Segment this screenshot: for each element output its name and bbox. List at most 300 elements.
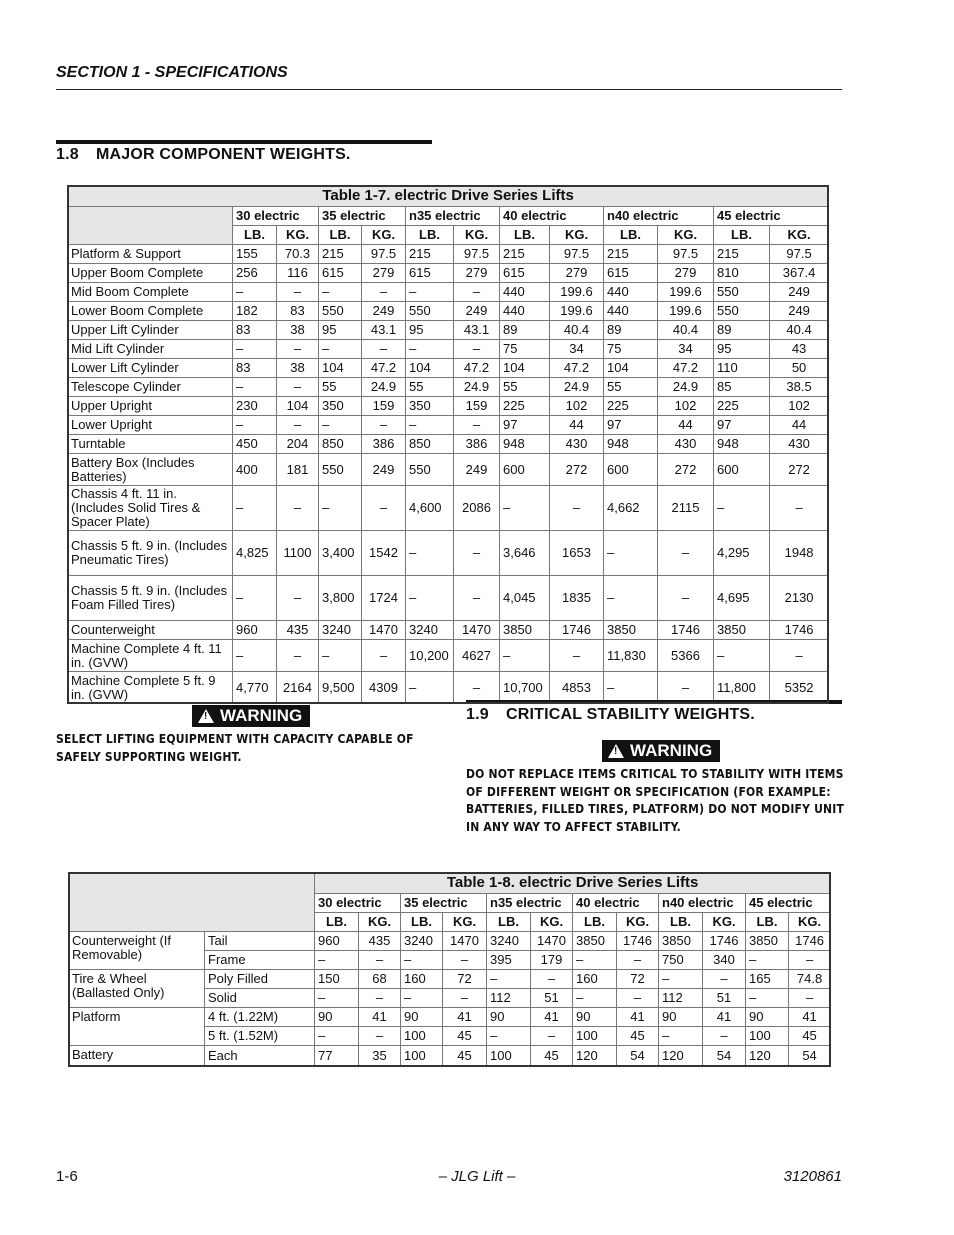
warning-badge-2 (602, 740, 720, 762)
value-cell: 1746 (617, 932, 659, 951)
value-cell: 51 (703, 989, 746, 1008)
value-cell: 40.4 (770, 321, 829, 340)
table-row (68, 264, 829, 283)
value-cell: – (319, 340, 362, 359)
value-cell: – (714, 640, 770, 672)
value-cell: – (401, 989, 443, 1008)
value-cell: 155 (233, 245, 277, 264)
value-cell: – (500, 640, 550, 672)
value-cell: 199.6 (550, 283, 604, 302)
value-cell: – (277, 416, 319, 435)
value-cell: 4627 (454, 640, 500, 672)
value-cell: 550 (406, 302, 454, 321)
value-cell: – (659, 970, 703, 989)
value-cell: 1470 (443, 932, 487, 951)
value-cell: 159 (454, 397, 500, 416)
value-cell: – (604, 672, 658, 704)
value-cell: 550 (319, 454, 362, 486)
header-rule (56, 89, 842, 90)
value-cell: 47.2 (658, 359, 714, 378)
value-cell: 95 (406, 321, 454, 340)
value-cell: – (233, 416, 277, 435)
value-cell: 100 (401, 1046, 443, 1067)
unit-header: LB. (319, 226, 362, 245)
value-cell: 120 (573, 1046, 617, 1067)
value-cell: 43.1 (454, 321, 500, 340)
value-cell: 948 (500, 435, 550, 454)
value-cell: – (703, 1027, 746, 1046)
value-cell: 600 (500, 454, 550, 486)
group-label: Platform (69, 1008, 205, 1046)
value-cell: 10,200 (406, 640, 454, 672)
value-cell: 97.5 (550, 245, 604, 264)
table-row (68, 397, 829, 416)
unit-header: LB. (233, 226, 277, 245)
value-cell: – (454, 340, 500, 359)
table-row (68, 283, 829, 302)
value-cell: 550 (319, 302, 362, 321)
value-cell: 3850 (573, 932, 617, 951)
value-cell: 75 (604, 340, 658, 359)
value-cell: – (550, 640, 604, 672)
value-cell: 95 (714, 340, 770, 359)
value-cell: 102 (550, 397, 604, 416)
value-cell: 615 (319, 264, 362, 283)
value-cell: 102 (770, 397, 829, 416)
value-cell: 97.5 (362, 245, 406, 264)
value-cell: 11,800 (714, 672, 770, 704)
value-cell: – (573, 989, 617, 1008)
value-cell: – (604, 576, 658, 621)
section-1-8-title: MAJOR COMPONENT WEIGHTS. (96, 146, 351, 163)
value-cell: 83 (277, 302, 319, 321)
value-cell: 100 (487, 1046, 531, 1067)
value-cell: 440 (604, 302, 658, 321)
value-cell: 97 (714, 416, 770, 435)
warning-triangle-icon: ! (608, 744, 624, 758)
section-1-8-bar (56, 140, 432, 144)
value-cell: – (315, 1027, 359, 1046)
row-label: Mid Lift Cylinder (68, 340, 233, 359)
page-number: 1-6 (56, 1168, 78, 1185)
value-cell: 2115 (658, 486, 714, 531)
table-title-row (69, 873, 831, 894)
value-cell: 4,662 (604, 486, 658, 531)
sub-label: Frame (205, 951, 315, 970)
row-label: Lower Boom Complete (68, 302, 233, 321)
value-cell: 960 (233, 621, 277, 640)
value-cell: 44 (658, 416, 714, 435)
value-cell: 550 (714, 283, 770, 302)
value-cell: 440 (500, 302, 550, 321)
value-cell: 89 (714, 321, 770, 340)
value-cell: 55 (319, 378, 362, 397)
value-cell: – (454, 576, 500, 621)
row-label: Lower Lift Cylinder (68, 359, 233, 378)
value-cell: 215 (319, 245, 362, 264)
table-row (68, 340, 829, 359)
value-cell: 340 (703, 951, 746, 970)
value-cell: 350 (406, 397, 454, 416)
value-cell: – (617, 951, 659, 970)
sub-label: Poly Filled (205, 970, 315, 989)
value-cell: 38 (277, 359, 319, 378)
value-cell: 112 (659, 989, 703, 1008)
table-1-7 (67, 185, 829, 704)
value-cell: 1724 (362, 576, 406, 621)
value-cell: 83 (233, 321, 277, 340)
value-cell: – (277, 340, 319, 359)
value-cell: 72 (617, 970, 659, 989)
value-cell: – (233, 378, 277, 397)
value-cell: – (362, 283, 406, 302)
value-cell: 3240 (406, 621, 454, 640)
value-cell: 120 (659, 1046, 703, 1067)
value-cell: 181 (277, 454, 319, 486)
value-cell: 24.9 (454, 378, 500, 397)
value-cell: – (315, 989, 359, 1008)
model-header: n40 electric (604, 207, 714, 226)
value-cell: 24.9 (550, 378, 604, 397)
value-cell: 215 (604, 245, 658, 264)
section-1-9-number: 1.9 (466, 706, 489, 723)
unit-header: LB. (659, 913, 703, 932)
value-cell: – (319, 283, 362, 302)
table-1-8 (68, 872, 831, 1067)
value-cell: 2086 (454, 486, 500, 531)
row-label: Chassis 4 ft. 11 in. (Includes Solid Tires & Spacer Plate) (68, 486, 233, 531)
value-cell: 89 (604, 321, 658, 340)
value-cell: – (770, 640, 829, 672)
value-cell: 95 (319, 321, 362, 340)
value-cell: – (406, 672, 454, 704)
value-cell: 279 (658, 264, 714, 283)
table-row (68, 416, 829, 435)
value-cell: – (531, 1027, 573, 1046)
value-cell: 97.5 (770, 245, 829, 264)
value-cell: 38.5 (770, 378, 829, 397)
value-cell: – (454, 531, 500, 576)
value-cell: 550 (406, 454, 454, 486)
value-cell: – (550, 486, 604, 531)
value-cell: 3850 (714, 621, 770, 640)
value-cell: – (362, 416, 406, 435)
warning-badge-1 (192, 705, 310, 727)
value-cell: 41 (703, 1008, 746, 1027)
value-cell: 54 (617, 1046, 659, 1067)
table-row (69, 932, 831, 951)
value-cell: 159 (362, 397, 406, 416)
table-row (69, 970, 831, 989)
value-cell: 90 (573, 1008, 617, 1027)
value-cell: – (770, 486, 829, 531)
value-cell: 225 (714, 397, 770, 416)
value-cell: 1653 (550, 531, 604, 576)
value-cell: 10,700 (500, 672, 550, 704)
value-cell: – (319, 640, 362, 672)
row-label: Machine Complete 4 ft. 11 in. (GVW) (68, 640, 233, 672)
value-cell: – (319, 416, 362, 435)
value-cell: 35 (359, 1046, 401, 1067)
value-cell: 435 (277, 621, 319, 640)
value-cell: 160 (573, 970, 617, 989)
row-label: Platform & Support (68, 245, 233, 264)
table-title-row (68, 186, 829, 207)
value-cell: 97 (604, 416, 658, 435)
value-cell: 104 (604, 359, 658, 378)
table-row (68, 672, 829, 704)
value-cell: 1470 (454, 621, 500, 640)
table-row (69, 1046, 831, 1067)
value-cell: 112 (487, 989, 531, 1008)
value-cell: 47.2 (362, 359, 406, 378)
value-cell: – (406, 531, 454, 576)
corner-cell (69, 873, 315, 932)
value-cell: 4,825 (233, 531, 277, 576)
section-header: SECTION 1 - SPECIFICATIONS (56, 64, 288, 81)
value-cell: 55 (500, 378, 550, 397)
model-header: 45 electric (714, 207, 829, 226)
value-cell: 960 (315, 932, 359, 951)
warning-text-1: SELECT LIFTING EQUIPMENT WITH CAPACITY CAPABLE OF SAFELY SUPPORTING WEIGHT. (56, 732, 414, 764)
value-cell: 54 (703, 1046, 746, 1067)
value-cell: – (362, 640, 406, 672)
value-cell: 45 (789, 1027, 831, 1046)
value-cell: 249 (362, 454, 406, 486)
unit-header: KG. (550, 226, 604, 245)
value-cell: – (703, 970, 746, 989)
value-cell: 550 (714, 302, 770, 321)
unit-header: KG. (359, 913, 401, 932)
value-cell: – (487, 1027, 531, 1046)
value-cell: – (359, 1027, 401, 1046)
value-cell: 400 (233, 454, 277, 486)
model-header: 30 electric (233, 207, 319, 226)
value-cell: 1948 (770, 531, 829, 576)
value-cell: – (789, 989, 831, 1008)
value-cell: – (406, 340, 454, 359)
value-cell: 165 (746, 970, 789, 989)
value-cell: 40.4 (550, 321, 604, 340)
value-cell: 97.5 (658, 245, 714, 264)
value-cell: 199.6 (550, 302, 604, 321)
row-label: Chassis 5 ft. 9 in. (Includes Foam Filled Tires) (68, 576, 233, 621)
sub-label: Each (205, 1046, 315, 1067)
unit-header: KG. (658, 226, 714, 245)
value-cell: – (319, 486, 362, 531)
value-cell: 3,400 (319, 531, 362, 576)
value-cell: 249 (454, 454, 500, 486)
corner-cell (68, 207, 233, 245)
value-cell: 1835 (550, 576, 604, 621)
unit-header: KG. (531, 913, 573, 932)
value-cell: – (406, 283, 454, 302)
value-cell: 40.4 (658, 321, 714, 340)
value-cell: 41 (359, 1008, 401, 1027)
value-cell: 100 (573, 1027, 617, 1046)
table-row (68, 435, 829, 454)
table-title: Table 1-8. electric Drive Series Lifts (315, 873, 831, 894)
row-label: Turntable (68, 435, 233, 454)
value-cell: – (789, 951, 831, 970)
unit-header: KG. (617, 913, 659, 932)
warning-badge-label: WARNING (630, 741, 713, 760)
value-cell: 3850 (746, 932, 789, 951)
value-cell: 3850 (500, 621, 550, 640)
value-cell: 435 (359, 932, 401, 951)
value-cell: 50 (770, 359, 829, 378)
unit-header: KG. (703, 913, 746, 932)
table-row (68, 245, 829, 264)
warning-badge-label: WARNING (220, 706, 303, 725)
value-cell: – (454, 672, 500, 704)
value-cell: 850 (406, 435, 454, 454)
value-cell: 4309 (362, 672, 406, 704)
value-cell: 1746 (658, 621, 714, 640)
value-cell: 430 (658, 435, 714, 454)
value-cell: 395 (487, 951, 531, 970)
value-cell: 4,045 (500, 576, 550, 621)
value-cell: – (604, 531, 658, 576)
unit-header: LB. (487, 913, 531, 932)
value-cell: 90 (315, 1008, 359, 1027)
value-cell: 90 (401, 1008, 443, 1027)
group-label: Tire & Wheel (Ballasted Only) (69, 970, 205, 1008)
value-cell: 615 (604, 264, 658, 283)
value-cell: 1542 (362, 531, 406, 576)
value-cell: 215 (406, 245, 454, 264)
value-cell: 1746 (789, 932, 831, 951)
footer-center: – JLG Lift – (438, 1168, 516, 1185)
value-cell: – (233, 486, 277, 531)
row-label: Upper Upright (68, 397, 233, 416)
value-cell: – (277, 283, 319, 302)
value-cell: 230 (233, 397, 277, 416)
model-header: n40 electric (659, 894, 746, 913)
value-cell: – (359, 989, 401, 1008)
section-1-9-bar (466, 700, 842, 704)
value-cell: 55 (604, 378, 658, 397)
model-header-row (68, 207, 829, 226)
value-cell: 102 (658, 397, 714, 416)
value-cell: – (658, 576, 714, 621)
value-cell: 199.6 (658, 302, 714, 321)
unit-header: LB. (315, 913, 359, 932)
value-cell: 41 (531, 1008, 573, 1027)
value-cell: – (746, 989, 789, 1008)
value-cell: – (573, 951, 617, 970)
value-cell: 47.2 (550, 359, 604, 378)
value-cell: 104 (319, 359, 362, 378)
value-cell: – (233, 340, 277, 359)
value-cell: 90 (487, 1008, 531, 1027)
value-cell: 75 (500, 340, 550, 359)
value-cell: 43.1 (362, 321, 406, 340)
value-cell: 70.3 (277, 245, 319, 264)
table-row (68, 486, 829, 531)
row-label: Machine Complete 5 ft. 9 in. (GVW) (68, 672, 233, 704)
table-title: Table 1-7. electric Drive Series Lifts (68, 186, 829, 207)
unit-header: KG. (789, 913, 831, 932)
value-cell: 3240 (487, 932, 531, 951)
value-cell: 199.6 (658, 283, 714, 302)
value-cell: 272 (770, 454, 829, 486)
value-cell: 150 (315, 970, 359, 989)
value-cell: – (406, 416, 454, 435)
value-cell: 4,770 (233, 672, 277, 704)
value-cell: 5352 (770, 672, 829, 704)
warning-text-2: DO NOT REPLACE ITEMS CRITICAL TO STABILITY WITH ITEMS OF DIFFERENT WEIGHT OR SPECIFICATION (FOR EXAMPLE: BATTERIES, FILLED TIRES, PLATFORM) DO NOT MODIFY UNIT IN ANY WAY TO AFFECT STABILITY. (466, 767, 845, 834)
value-cell: – (487, 970, 531, 989)
warning-triangle-icon: ! (198, 709, 214, 723)
value-cell: 100 (401, 1027, 443, 1046)
group-label: Battery (69, 1046, 205, 1067)
value-cell: 249 (454, 302, 500, 321)
model-header: 40 electric (573, 894, 659, 913)
value-cell: – (454, 283, 500, 302)
value-cell: 24.9 (658, 378, 714, 397)
table-row (68, 621, 829, 640)
value-cell: 3850 (604, 621, 658, 640)
table-row (69, 1008, 831, 1027)
section-1-8-heading (56, 146, 351, 164)
value-cell: 1746 (770, 621, 829, 640)
value-cell: 1746 (703, 932, 746, 951)
value-cell: 38 (277, 321, 319, 340)
value-cell: – (233, 283, 277, 302)
value-cell: 367.4 (770, 264, 829, 283)
value-cell: 100 (746, 1027, 789, 1046)
model-header: 45 electric (746, 894, 831, 913)
value-cell: 34 (658, 340, 714, 359)
value-cell: – (362, 340, 406, 359)
value-cell: – (659, 1027, 703, 1046)
row-label: Lower Upright (68, 416, 233, 435)
group-label: Counterweight (If Removable) (69, 932, 205, 970)
value-cell: 51 (531, 989, 573, 1008)
value-cell: 249 (362, 302, 406, 321)
unit-header: LB. (401, 913, 443, 932)
value-cell: 4,600 (406, 486, 454, 531)
value-cell: 215 (714, 245, 770, 264)
value-cell: – (315, 951, 359, 970)
value-cell: 120 (746, 1046, 789, 1067)
value-cell: 3240 (401, 932, 443, 951)
model-header: 40 electric (500, 207, 604, 226)
value-cell: 55 (406, 378, 454, 397)
value-cell: 279 (362, 264, 406, 283)
unit-header: KG. (454, 226, 500, 245)
model-header: 35 electric (319, 207, 406, 226)
value-cell: 279 (550, 264, 604, 283)
value-cell: 3,646 (500, 531, 550, 576)
value-cell: 2164 (277, 672, 319, 704)
table-row (68, 640, 829, 672)
value-cell: 272 (550, 454, 604, 486)
row-label: Chassis 5 ft. 9 in. (Includes Pneumatic Tires) (68, 531, 233, 576)
value-cell: 4,295 (714, 531, 770, 576)
unit-header: KG. (443, 913, 487, 932)
value-cell: 600 (604, 454, 658, 486)
table-row (68, 576, 829, 621)
value-cell: 182 (233, 302, 277, 321)
value-cell: 225 (604, 397, 658, 416)
value-cell: 256 (233, 264, 277, 283)
unit-header: LB. (746, 913, 789, 932)
value-cell: 45 (443, 1046, 487, 1067)
value-cell: 249 (770, 283, 829, 302)
value-cell: 77 (315, 1046, 359, 1067)
